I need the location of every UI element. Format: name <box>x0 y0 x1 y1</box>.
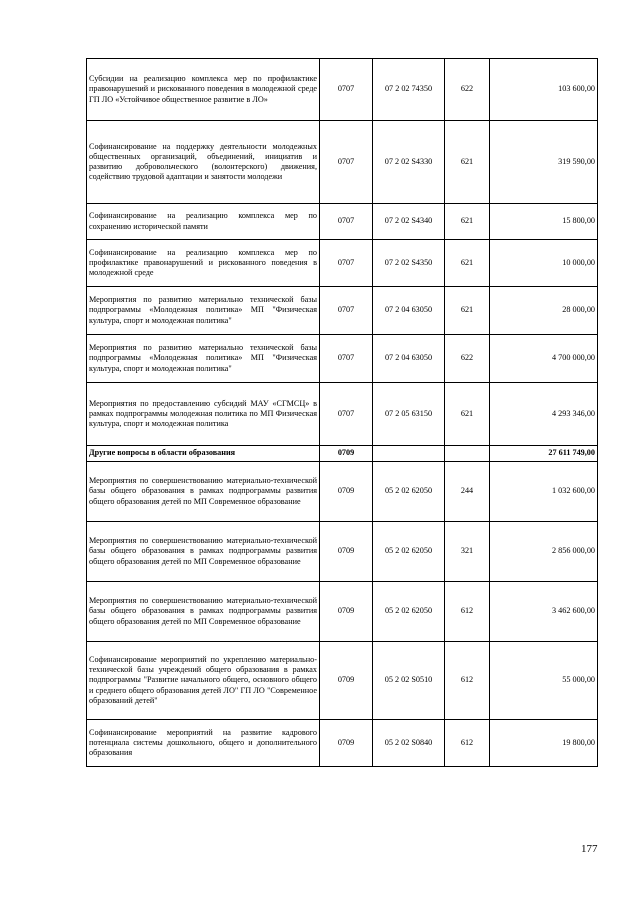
row-name: Субсидии на реализацию комплекса мер по профилактике правонарушений и рискованного поведения в молодежной среде ГП ЛО «Устойчивое общественное развитие в ЛО» <box>87 59 320 121</box>
row-amount: 4 293 346,00 <box>490 383 598 446</box>
row-expense-type: 621 <box>445 287 490 335</box>
row-target-code: 07 2 02 S4330 <box>373 121 445 204</box>
row-target-code: 07 2 02 74350 <box>373 59 445 121</box>
row-section-code: 0707 <box>320 59 373 121</box>
row-target-code: 05 2 02 62050 <box>373 582 445 642</box>
row-expense-type: 612 <box>445 720 490 767</box>
row-expense-type: 612 <box>445 582 490 642</box>
row-section-code: 0709 <box>320 642 373 720</box>
table-row <box>87 59 598 121</box>
row-name: Софинансирование мероприятий на развитие кадрового потенциала системы дошкольного, общего и дополнительного образования <box>87 720 320 767</box>
row-expense-type: 621 <box>445 383 490 446</box>
row-section-code: 0707 <box>320 204 373 240</box>
row-name: Мероприятия по развитию материально технической базы подпрограммы «Молодежная политика» МП "Физическая культура, спорт и молодежная политика" <box>87 335 320 383</box>
row-name: Мероприятия по развитию материально технической базы подпрограммы «Молодежная политика» МП "Физическая культура, спорт и молодежная политика" <box>87 287 320 335</box>
row-section-code: 0707 <box>320 335 373 383</box>
row-section-code: 0709 <box>320 522 373 582</box>
row-expense-type: 622 <box>445 335 490 383</box>
row-section-code: 0709 <box>320 462 373 522</box>
page-number: 177 <box>581 843 598 855</box>
table-row <box>87 446 598 462</box>
row-section-code: 0707 <box>320 287 373 335</box>
row-target-code <box>373 446 445 462</box>
row-name: Софинансирование мероприятий по укреплению материально-технической базы учреждений общего образования в рамках подпрограммы "Развитие начального общего, основного общего и среднего общего образования детей ЛО" ГП ЛО "Современное образований детей" <box>87 642 320 720</box>
row-expense-type: 621 <box>445 240 490 287</box>
row-amount: 15 800,00 <box>490 204 598 240</box>
table-row <box>87 383 598 446</box>
row-target-code: 05 2 02 62050 <box>373 522 445 582</box>
row-amount: 319 590,00 <box>490 121 598 204</box>
row-section-code: 0709 <box>320 582 373 642</box>
table-row <box>87 121 598 204</box>
row-expense-type: 621 <box>445 204 490 240</box>
row-target-code: 07 2 04 63050 <box>373 287 445 335</box>
table-row <box>87 582 598 642</box>
row-amount: 1 032 600,00 <box>490 462 598 522</box>
table-row <box>87 462 598 522</box>
row-amount: 27 611 749,00 <box>490 446 598 462</box>
row-target-code: 07 2 04 63050 <box>373 335 445 383</box>
row-target-code: 05 2 02 S0510 <box>373 642 445 720</box>
row-target-code: 07 2 05 63150 <box>373 383 445 446</box>
row-expense-type: 321 <box>445 522 490 582</box>
row-target-code: 07 2 02 S4340 <box>373 204 445 240</box>
row-name: Мероприятия по совершенствованию материально-технической базы общего образования в рамках подпрограммы развития общего образования детей по МП Современное образование <box>87 522 320 582</box>
table-row <box>87 287 598 335</box>
table-row <box>87 642 598 720</box>
row-amount: 4 700 000,00 <box>490 335 598 383</box>
row-amount: 3 462 600,00 <box>490 582 598 642</box>
row-name: Мероприятия по предоставлению субсидий МАУ «СГМСЦ» в рамках подпрограммы молодежная политика по МП Физическая культура, спорт и молодежная политика <box>87 383 320 446</box>
row-expense-type: 244 <box>445 462 490 522</box>
table-row <box>87 522 598 582</box>
row-target-code: 05 2 02 62050 <box>373 462 445 522</box>
row-section-code: 0707 <box>320 121 373 204</box>
row-amount: 2 856 000,00 <box>490 522 598 582</box>
row-name: Мероприятия по совершенствованию материально-технической базы общего образования в рамках подпрограммы развития общего образования детей по МП Современное образование <box>87 462 320 522</box>
row-name: Софинансирование на реализацию комплекса мер по профилактике правонарушений и рискованного поведения в молодежной среде <box>87 240 320 287</box>
row-name: Другие вопросы в области образования <box>87 446 320 462</box>
table-row <box>87 204 598 240</box>
budget-table <box>86 58 598 767</box>
row-target-code: 07 2 02 S4350 <box>373 240 445 287</box>
row-name: Софинансирование на поддержку деятельности молодежных общественных организаций, объединений, инициатив и развитию добровольческого (волонтерского) движения, содействию трудовой адаптации и занятости молодежи <box>87 121 320 204</box>
row-expense-type <box>445 446 490 462</box>
row-expense-type: 612 <box>445 642 490 720</box>
table-row <box>87 240 598 287</box>
row-section-code: 0709 <box>320 446 373 462</box>
row-section-code: 0707 <box>320 240 373 287</box>
table-row <box>87 335 598 383</box>
row-name: Софинансирование на реализацию комплекса мер по сохранению исторической памяти <box>87 204 320 240</box>
row-name: Мероприятия по совершенствованию материально-технической базы общего образования в рамках подпрограммы развития общего образования детей по МП Современное образование <box>87 582 320 642</box>
row-expense-type: 621 <box>445 121 490 204</box>
row-section-code: 0707 <box>320 383 373 446</box>
row-target-code: 05 2 02 S0840 <box>373 720 445 767</box>
row-amount: 103 600,00 <box>490 59 598 121</box>
row-amount: 28 000,00 <box>490 287 598 335</box>
row-expense-type: 622 <box>445 59 490 121</box>
row-amount: 10 000,00 <box>490 240 598 287</box>
row-section-code: 0709 <box>320 720 373 767</box>
row-amount: 55 000,00 <box>490 642 598 720</box>
table-row <box>87 720 598 767</box>
row-amount: 19 800,00 <box>490 720 598 767</box>
budget-table-body <box>87 59 598 767</box>
